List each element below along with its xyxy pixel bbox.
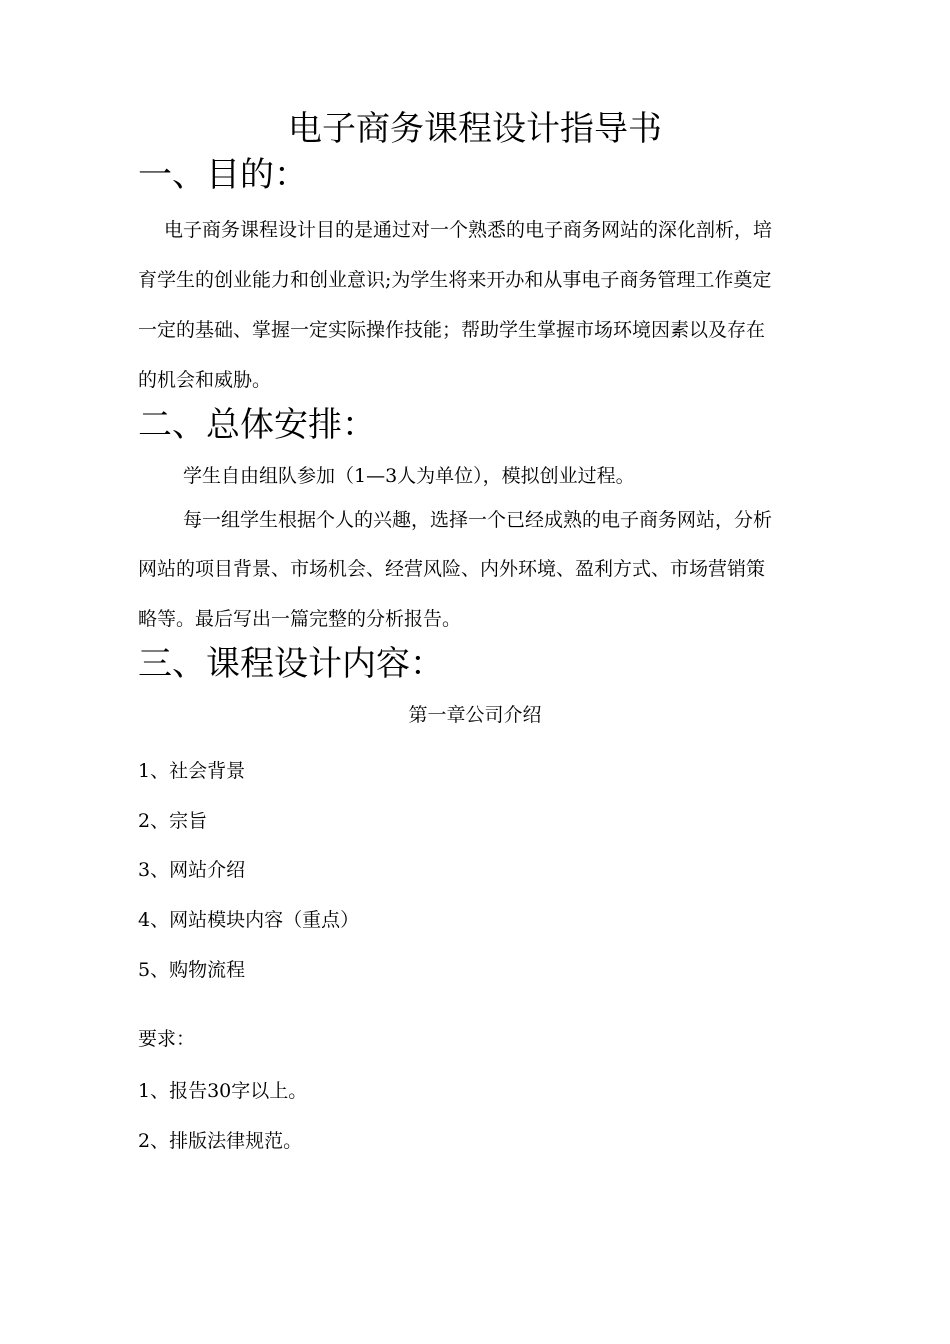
requirement-item-1: 1、报告30字以上。 [138,1080,308,1102]
section-2-line-1: 学生自由组队参加（1—3人为单位），模拟创业过程。 [183,465,635,487]
section-2-heading: 二、总体安排： [138,405,376,445]
section-3-heading: 三、课程设计内容： [138,644,444,684]
requirements-label: 要求： [138,1028,196,1050]
section-1-line-4: 的机会和威胁。 [138,369,272,391]
content-item-5: 5、购物流程 [138,959,246,981]
content-item-1: 1、社会背景 [138,760,246,782]
chapter-title: 第一章公司介绍 [408,704,542,726]
requirement-item-2: 2、排版法律规范。 [138,1130,303,1152]
section-1-line-1: 电子商务课程设计目的是通过对一个熟悉的电子商务网站的深化剖析，培 [164,219,773,241]
section-1-line-3: 一定的基础、掌握一定实际操作技能；帮助学生掌握市场环境因素以及存在 [138,319,766,341]
section-1-line-2: 育学生的创业能力和创业意识;为学生将来开办和从事电子商务管理工作奠定 [138,269,772,291]
section-1-heading: 一、目的： [138,155,308,195]
section-2-line-3: 网站的项目背景、市场机会、经营风险、内外环境、盈利方式、市场营销策 [138,558,766,580]
content-item-2: 2、宗旨 [138,810,208,832]
document-title: 电子商务课程设计指导书 [288,109,662,149]
content-item-4: 4、网站模块内容（重点） [138,909,360,931]
content-item-3: 3、网站介绍 [138,859,246,881]
section-2-line-4: 略等。最后写出一篇完整的分析报告。 [138,608,462,630]
section-2-line-2: 每一组学生根据个人的兴趣，选择一个已经成熟的电子商务网站，分析 [183,509,773,531]
